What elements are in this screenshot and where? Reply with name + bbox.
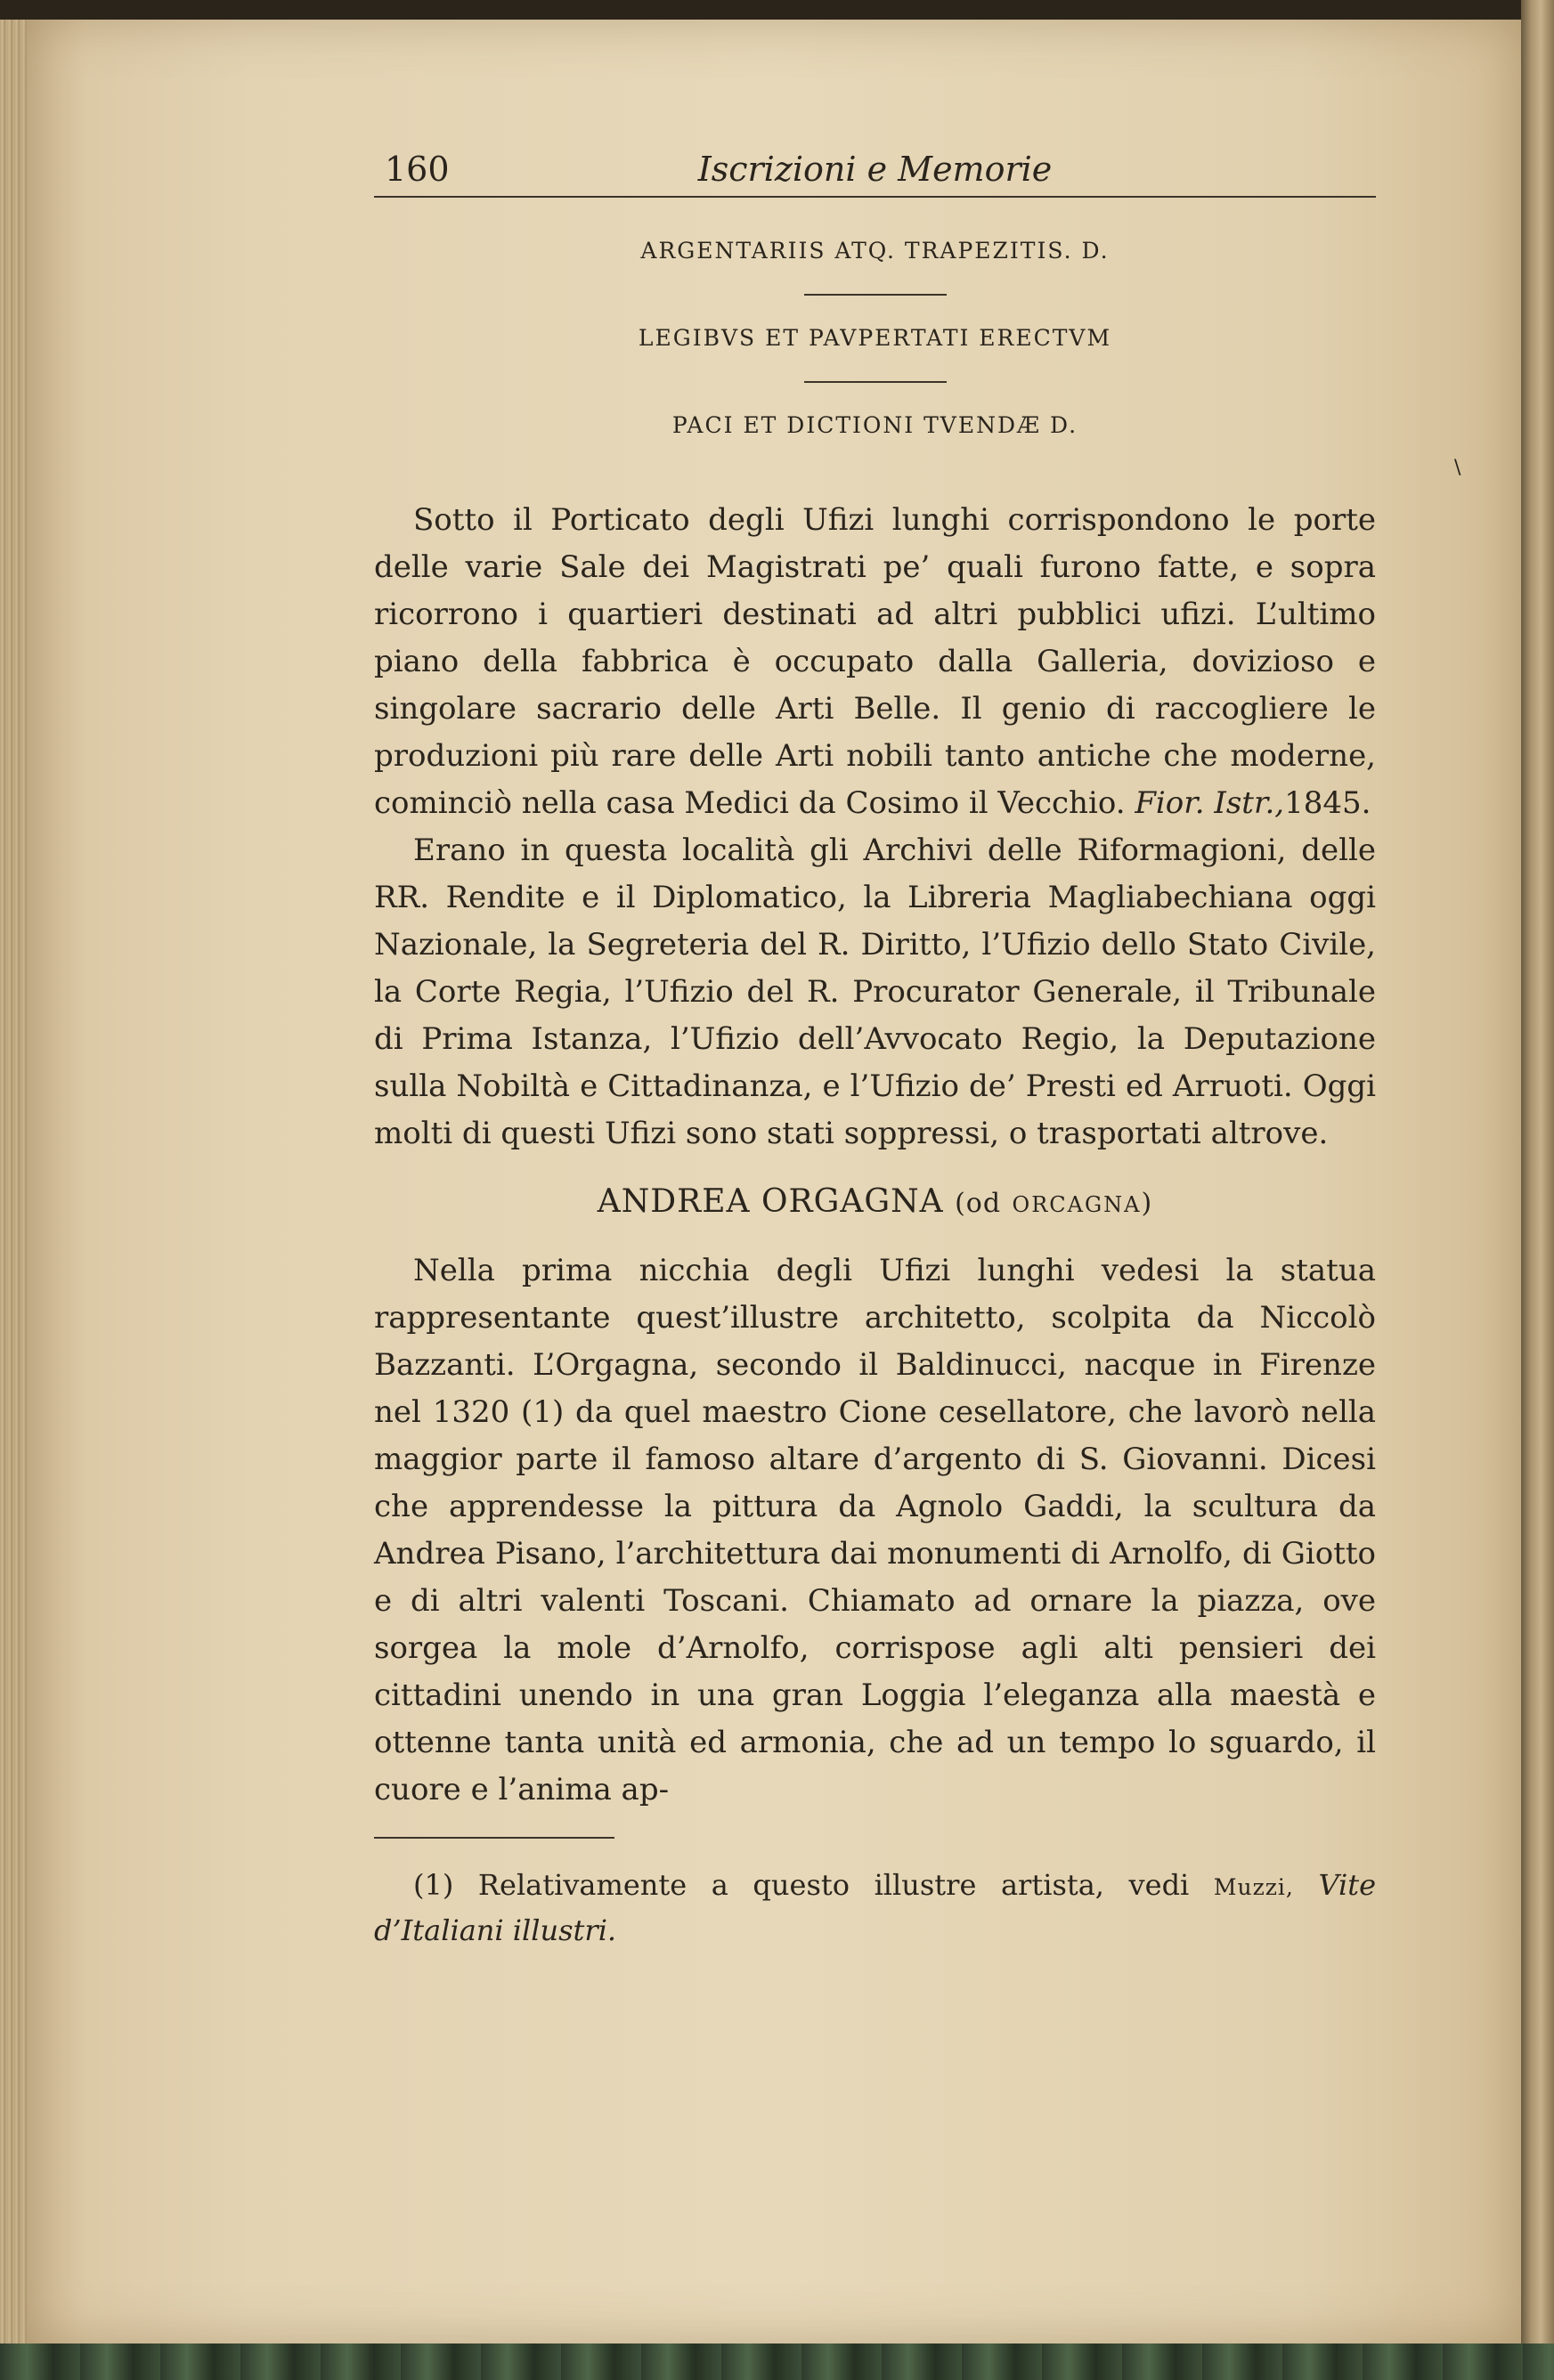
inscription-line-1: ARGENTARIIS ATQ. TRAPEZITIS. D. — [640, 238, 1110, 264]
inscription-line-2: LEGIBVS ET PAVPERTATI ERECTVM — [638, 325, 1112, 351]
citation-year: 1845. — [1284, 785, 1371, 821]
inscription — [374, 235, 1376, 442]
footnote-number: (1) — [413, 1868, 454, 1902]
margin-mark: \ — [1454, 457, 1461, 479]
bottom-background — [0, 2343, 1554, 2380]
footnote — [374, 1864, 1376, 1952]
footnote-text: Relativamente a questo illustre artista, vedi — [477, 1868, 1190, 1902]
running-head — [374, 142, 1376, 198]
footnote-author: Muzzi, — [1213, 1874, 1294, 1900]
citation-source: Fior. Istr., — [1135, 785, 1285, 821]
paragraph-archivi: Erano in questa località gli Archivi delle Riformagioni, delle RR. Rendite e il Diplomatico, la Libreria Magliabechiana oggi Nazionale, la Segreteria del R. Diritto, l’Ufizio dello Stato Civile, la Corte Regia, l’Ufizio del R. Procurator Generale, il Tribunale di Prima Istanza, l’Ufizio dell’Avvocato Regio, la Deputazione sulla Nobiltà e Cittadinanza, e l’Ufizio de’ Presti ed Arruoti. Oggi molti di questi Ufizi sono stati soppressi, o trasportati altrove. — [374, 833, 1376, 1151]
section-heading-title: ANDREA ORGAGNA — [597, 1183, 944, 1220]
section-heading-alt: ORCAGNA — [1012, 1192, 1142, 1217]
section-heading — [374, 1177, 1376, 1230]
running-title: Iscrizioni e Memorie — [697, 150, 1053, 189]
page-content — [374, 142, 1376, 1952]
inscription-line-3: PACI ET DICTIONI TVENDÆ D. — [671, 412, 1078, 438]
body-text — [374, 497, 1376, 1814]
paragraph-porticato-text: Sotto il Porticato degli Ufizi lunghi corrispondono le porte delle varie Sale dei Magistrati pe’ quali furono fatte, e sopra ricorrono i quartieri destinati ad altri pubblici ufizi. L’ultimo piano della fabbrica è occupato dalla Galleria, dovizioso e singolare sacrario delle Arti Belle. Il genio di raccogliere le produzioni più rare delle Arti nobili tanto antiche che moderne, cominciò nella casa Medici da Cosimo il Vecchio. — [374, 502, 1376, 821]
paragraph-porticato — [374, 497, 1376, 827]
binding-edge — [1521, 0, 1554, 2380]
section-heading-close: ) — [1141, 1188, 1153, 1219]
footnote-work: Vite d’Italiani illustri. — [374, 1868, 1377, 1947]
paragraph-orgagna: Nella prima nicchia degli Ufizi lunghi vedesi la statua rappresentante quest’illustre architetto, scolpita da Niccolò Bazzanti. L’Orgagna, secondo il Baldinucci, nacque in Firenze nel 1320 (1) da quel maestro Cione cesellatore, che lavorò nella maggior parte il famoso altare d’argento di S. Giovanni. Dicesi che apprendesse la pittura da Agnolo Gaddi, la scultura da Andrea Pisano, l’architettura dai monumenti di Arnolfo, di Giotto e di altri valenti Toscani. Chiamato ad ornare la piazza, ove sorgea la mole d’Arnolfo, corrispose agli alti pensieri dei cittadini unendo in una gran Loggia l’eleganza alla maestà e ottenne tanta unità ed armonia, che ad un tempo lo sguardo, il cuore e l’anima ap- — [374, 1253, 1376, 1807]
section-heading-open: (od — [955, 1188, 1002, 1219]
page-number: 160 — [385, 150, 450, 189]
inscription-divider — [804, 381, 947, 383]
inscription-divider — [804, 294, 947, 296]
footnote-divider — [374, 1837, 614, 1839]
